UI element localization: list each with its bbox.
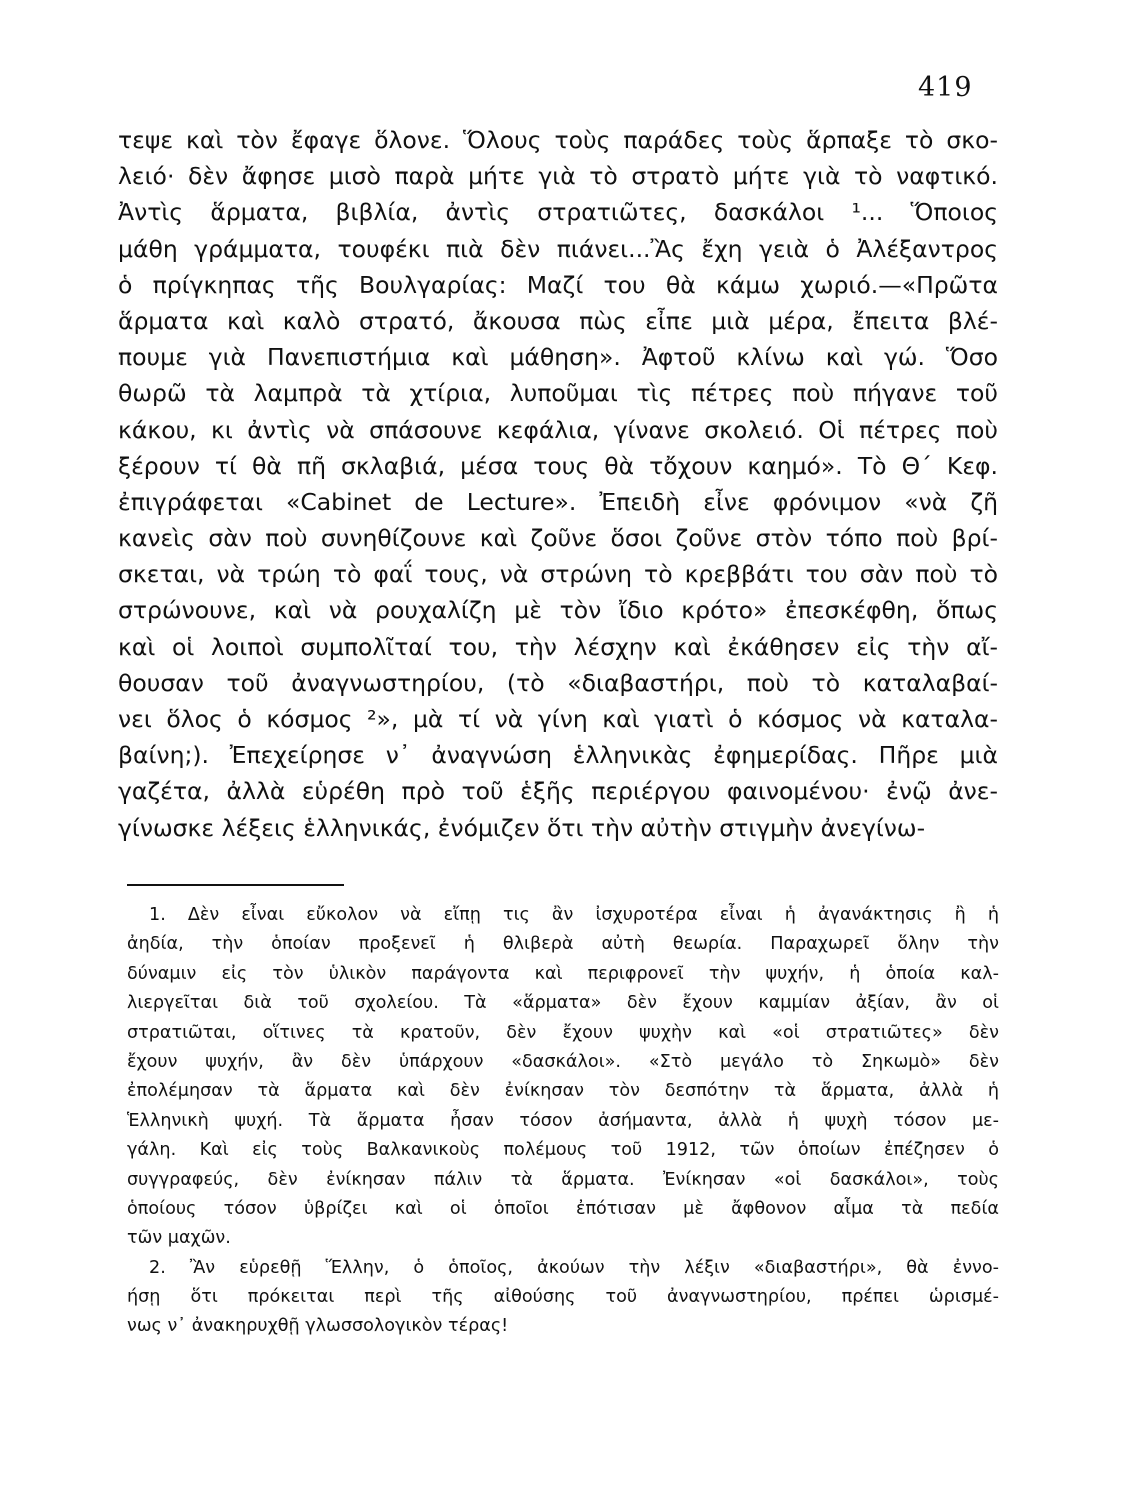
text-line: μάθη γράμματα, τουφέκι πιὰ δὲν πιάνει...Ἂς ἔχη γειὰ ὁ Ἀλέξαντρος — [118, 234, 998, 263]
footnote-2 — [127, 1254, 999, 1342]
page-number: 419 — [918, 72, 973, 103]
text-line: πουμε γιὰ Πανεπιστήμια καὶ μάθηση». Ἀφτοῦ κλίνω καὶ γώ. Ὅσο — [118, 343, 998, 372]
footnote-line: Ἑλληνικὴ ψυχή. Τὰ ἅρματα ἦσαν τόσον ἀσήμαντα, ἀλλὰ ἡ ψυχὴ τόσον με- — [127, 1110, 999, 1131]
footnote-line: νως ν᾿ ἀνακηρυχθῇ γλωσσολογικὸν τέρας! — [127, 1316, 509, 1337]
footnote-line: γάλη. Καὶ εἰς τοὺς Βαλκανικοὺς πολέμους τοῦ 1912, τῶν ὁποίων ἐπέζησεν ὁ — [127, 1140, 999, 1161]
text-line: κανεὶς σὰν ποὺ συνηθίζουνε καὶ ζοῦνε ὅσοι ζοῦνε στὸν τόπο ποὺ βρί- — [118, 524, 998, 553]
footnote-line: τῶν μαχῶν. — [127, 1228, 231, 1249]
footnote-1 — [127, 901, 999, 1254]
text-line: κάκου, κι ἀντὶς νὰ σπάσουνε κεφάλια, γίνανε σκολειό. Οἱ πέτρες ποὺ — [118, 415, 998, 444]
body-text — [118, 122, 998, 846]
footnote-line: ἔχουν ψυχήν, ἂν δὲν ὑπάρχουν «δασκάλοι». «Στὸ μεγάλο τὸ Σηκωμὸ» δὲν — [127, 1051, 999, 1072]
text-line: στρώνουνε, καὶ νὰ ρουχαλίζη μὲ τὸν ἴδιο κρότο» ἐπεσκέφθη, ὅπως — [118, 596, 998, 625]
footnote-line: 1. Δὲν εἶναι εὔκολον νὰ εἴπῃ τις ἂν ἰσχυροτέρα εἶναι ἡ ἀγανάκτησις ἢ ἡ — [149, 905, 999, 925]
footnote-line: ήσῃ ὅτι πρόκειται περὶ τῆς αἰθούσης τοῦ ἀναγνωστηρίου, πρέπει ὡρισμέ- — [127, 1287, 999, 1308]
text-line: ὁ πρίγκηπας τῆς Βουλγαρίας: Μαζί του θὰ κάμω χωριό.—«Πρῶτα — [118, 270, 998, 299]
text-line: σκεται, νὰ τρώη τὸ φαΐ τους, νὰ στρώνη τὸ κρεββάτι του σὰν ποὺ τὸ — [118, 560, 998, 589]
footnote-line: ἀηδία, τὴν ὁποίαν προξενεῖ ἡ θλιβερὰ αὐτὴ θεωρία. Παραχωρεῖ ὅλην τὴν — [127, 934, 999, 955]
text-line: τεψε καὶ τὸν ἔφαγε ὅλονε. Ὅλους τοὺς παράδες τοὺς ἅρπαξε τὸ σκο- — [118, 126, 998, 154]
text-line: γαζέτα, ἀλλὰ εὑρέθη πρὸ τοῦ ἑξῆς περιέργου φαινομένου· ἐνῷ ἀνε- — [118, 777, 998, 806]
footnote-line: λιεργεῖται διὰ τοῦ σχολείου. Τὰ «ἅρματα» δὲν ἔχουν καμμίαν ἀξίαν, ἂν οἱ — [127, 993, 999, 1014]
text-line: γίνωσκε λέξεις ἑλληνικάς, ἐνόμιζεν ὅτι τὴν αὐτὴν στιγμὴν ἀνεγίνω- — [118, 813, 926, 842]
footnotes — [127, 901, 999, 1342]
text-line: νει ὅλος ὁ κόσμος ²», μὰ τί νὰ γίνη καὶ γιατὶ ὁ κόσμος νὰ καταλα- — [118, 705, 998, 733]
text-line: βαίνη;). Ἐπεχείρησε ν᾿ ἀναγνώση ἑλληνικὰς ἐφημερίδας. Πῆρε μιὰ — [118, 741, 998, 770]
text-line: ξέρουν τί θὰ πῆ σκλαβιά, μέσα τους θὰ τὄχουν καημό». Τὸ Θ΄ Κεφ. — [118, 451, 998, 480]
footnote-line: συγγραφεύς, δὲν ἐνίκησαν πάλιν τὰ ἅρματα. Ἐνίκησαν «οἱ δασκάλοι», τοὺς — [127, 1169, 999, 1190]
footnote-line: 2. Ἂν εὑρεθῇ Ἕλλην, ὁ ὁποῖος, ἀκούων τὴν λέξιν «διαβαστήρι», θὰ ἐννο- — [149, 1257, 999, 1278]
text-line: καὶ οἱ λοιποὶ συμπολῖταί του, τὴν λέσχην καὶ ἐκάθησεν εἰς τὴν αἴ- — [118, 632, 998, 661]
text-line: λειό· δὲν ἄφησε μισὸ παρὰ μήτε γιὰ τὸ στρατὸ μήτε γιὰ τὸ ναφτικό. — [118, 162, 998, 191]
text-line: ἅρματα καὶ καλὸ στρατό, ἄκουσα πὼς εἶπε μιὰ μέρα, ἔπειτα βλέ- — [118, 306, 998, 335]
footnote-line: ὁποίους τόσον ὑβρίζει καὶ οἱ ὁποῖοι ἐπότισαν μὲ ἄφθονον αἷμα τὰ πεδία — [127, 1198, 999, 1219]
footnote-line: ἐπολέμησαν τὰ ἅρματα καὶ δὲν ἐνίκησαν τὸν δεσπότην τὰ ἅρματα, ἀλλὰ ἡ — [127, 1081, 999, 1102]
text-line: θουσαν τοῦ ἀναγνωστηρίου, (τὸ «διαβαστήρι, ποὺ τὸ καταλαβαί- — [118, 668, 998, 697]
footnote-line: στρατιῶται, οἵτινες τὰ κρατοῦν, δὲν ἔχουν ψυχὴν καὶ «οἱ στρατιῶτες» δὲν — [127, 1022, 999, 1043]
text-line: ἐπιγράφεται «Cabinet de Lecture». Ἐπειδὴ εἶνε φρόνιμον «νὰ ζῆ — [118, 487, 998, 516]
text-line: θωρῶ τὰ λαμπρὰ τὰ χτίρια, λυποῦμαι τὶς πέτρες ποὺ πήγανε τοῦ — [118, 379, 998, 408]
footnote-separator — [127, 884, 344, 886]
text-line: Ἀντὶς ἅρματα, βιβλία, ἀντὶς στρατιῶτες, δασκάλοι ¹... Ὅποιος — [118, 198, 998, 227]
footnote-line: δύναμιν εἰς τὸν ὑλικὸν παράγοντα καὶ περιφρονεῖ τὴν ψυχήν, ἡ ὁποία καλ- — [127, 963, 999, 984]
